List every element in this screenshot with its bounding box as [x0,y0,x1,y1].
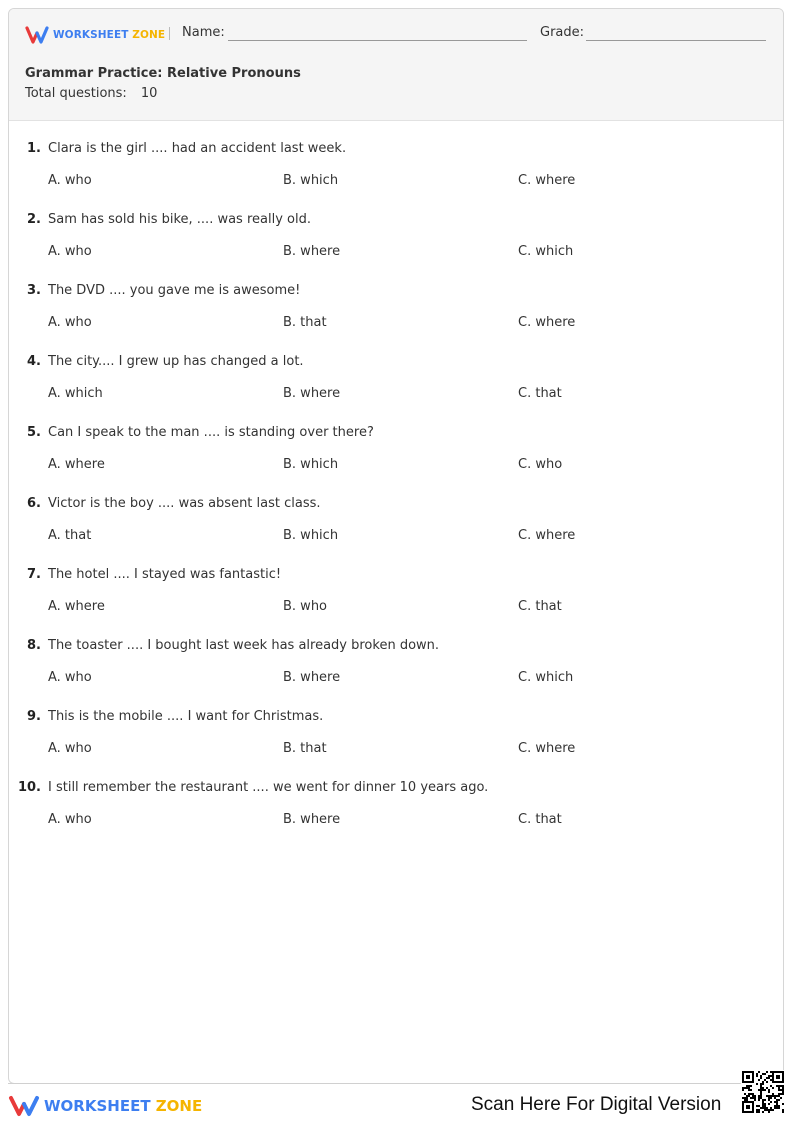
question-item [9,565,783,636]
option-b[interactable]: B. where [283,670,341,685]
question-number: 6. [27,496,41,511]
worksheet-header [9,9,783,121]
option-a[interactable]: A. which [48,386,103,401]
option-c[interactable]: C. that [518,599,562,614]
question-text: I still remember the restaurant .... we went for dinner 10 years ago. [48,780,489,795]
question-number: 8. [27,638,41,653]
footer-brand-name: WORKSHEET ZONE [44,1097,203,1115]
question-text: The DVD .... you gave me is awesome! [48,283,301,298]
question-item [9,352,783,423]
option-c[interactable]: C. that [518,812,562,827]
question-text: The toaster .... I bought last week has already broken down. [48,638,440,653]
question-number: 9. [27,709,41,724]
option-a[interactable]: A. where [48,457,105,472]
question-item [9,423,783,494]
option-a[interactable]: A. who [48,244,92,259]
option-b[interactable]: B. where [283,812,341,827]
question-list [9,139,783,849]
worksheet [8,8,784,1084]
option-c[interactable]: C. where [518,173,576,188]
option-c[interactable]: C. where [518,528,576,543]
brand-logo [25,25,165,45]
option-b[interactable]: B. where [283,244,341,259]
option-b[interactable]: B. that [283,741,327,756]
question-item [9,707,783,778]
option-b[interactable]: B. that [283,315,327,330]
footer-divider [8,1083,784,1084]
option-a[interactable]: A. who [48,741,92,756]
question-text: This is the mobile .... I want for Christmas. [48,709,324,724]
question-text: Can I speak to the man .... is standing over there? [48,425,374,440]
question-number: 2. [27,212,41,227]
option-b[interactable]: B. who [283,599,328,614]
question-item [9,636,783,707]
option-b[interactable]: B. which [283,173,339,188]
scan-instruction: Scan Here For Digital Version [471,1094,722,1115]
header-divider [169,27,170,40]
total-questions-count: 10 [140,86,158,101]
question-item [9,210,783,281]
option-c[interactable]: C. which [518,670,574,685]
question-text: The city.... I grew up has changed a lot. [48,354,304,369]
name-label: Name: [182,25,225,40]
option-b[interactable]: B. which [283,457,339,472]
option-a[interactable]: A. where [48,599,105,614]
option-a[interactable]: A. who [48,173,92,188]
question-item [9,778,783,849]
question-number: 7. [27,567,41,582]
worksheet-zone-logo-icon [8,1094,40,1118]
question-text: The hotel .... I stayed was fantastic! [48,567,282,582]
question-item [9,139,783,210]
option-c[interactable]: C. where [518,741,576,756]
name-field[interactable] [228,40,527,41]
option-c[interactable]: C. that [518,386,562,401]
worksheet-zone-logo-icon [25,25,49,45]
option-a[interactable]: A. that [48,528,92,543]
grade-field[interactable] [586,40,766,41]
option-a[interactable]: A. who [48,670,92,685]
question-text: Sam has sold his bike, .... was really old. [48,212,311,227]
option-c[interactable]: C. which [518,244,574,259]
total-questions [25,86,157,101]
question-item [9,281,783,352]
question-item [9,494,783,565]
worksheet-title: Grammar Practice: Relative Pronouns [25,66,301,81]
grade-label: Grade: [540,25,585,40]
question-number: 10. [17,780,41,795]
qr-code-icon[interactable] [741,1070,785,1114]
question-number: 3. [27,283,41,298]
brand-name: WORKSHEET ZONE [53,29,166,41]
option-b[interactable]: B. which [283,528,339,543]
option-c[interactable]: C. who [518,457,563,472]
question-number: 5. [27,425,41,440]
option-b[interactable]: B. where [283,386,341,401]
option-c[interactable]: C. where [518,315,576,330]
option-a[interactable]: A. who [48,812,92,827]
question-number: 4. [27,354,41,369]
footer-brand-logo [8,1094,202,1118]
question-text: Victor is the boy .... was absent last class. [48,496,321,511]
option-a[interactable]: A. who [48,315,92,330]
total-questions-label: Total questions: [25,86,127,101]
question-number: 1. [27,141,41,156]
question-text: Clara is the girl .... had an accident last week. [48,141,347,156]
